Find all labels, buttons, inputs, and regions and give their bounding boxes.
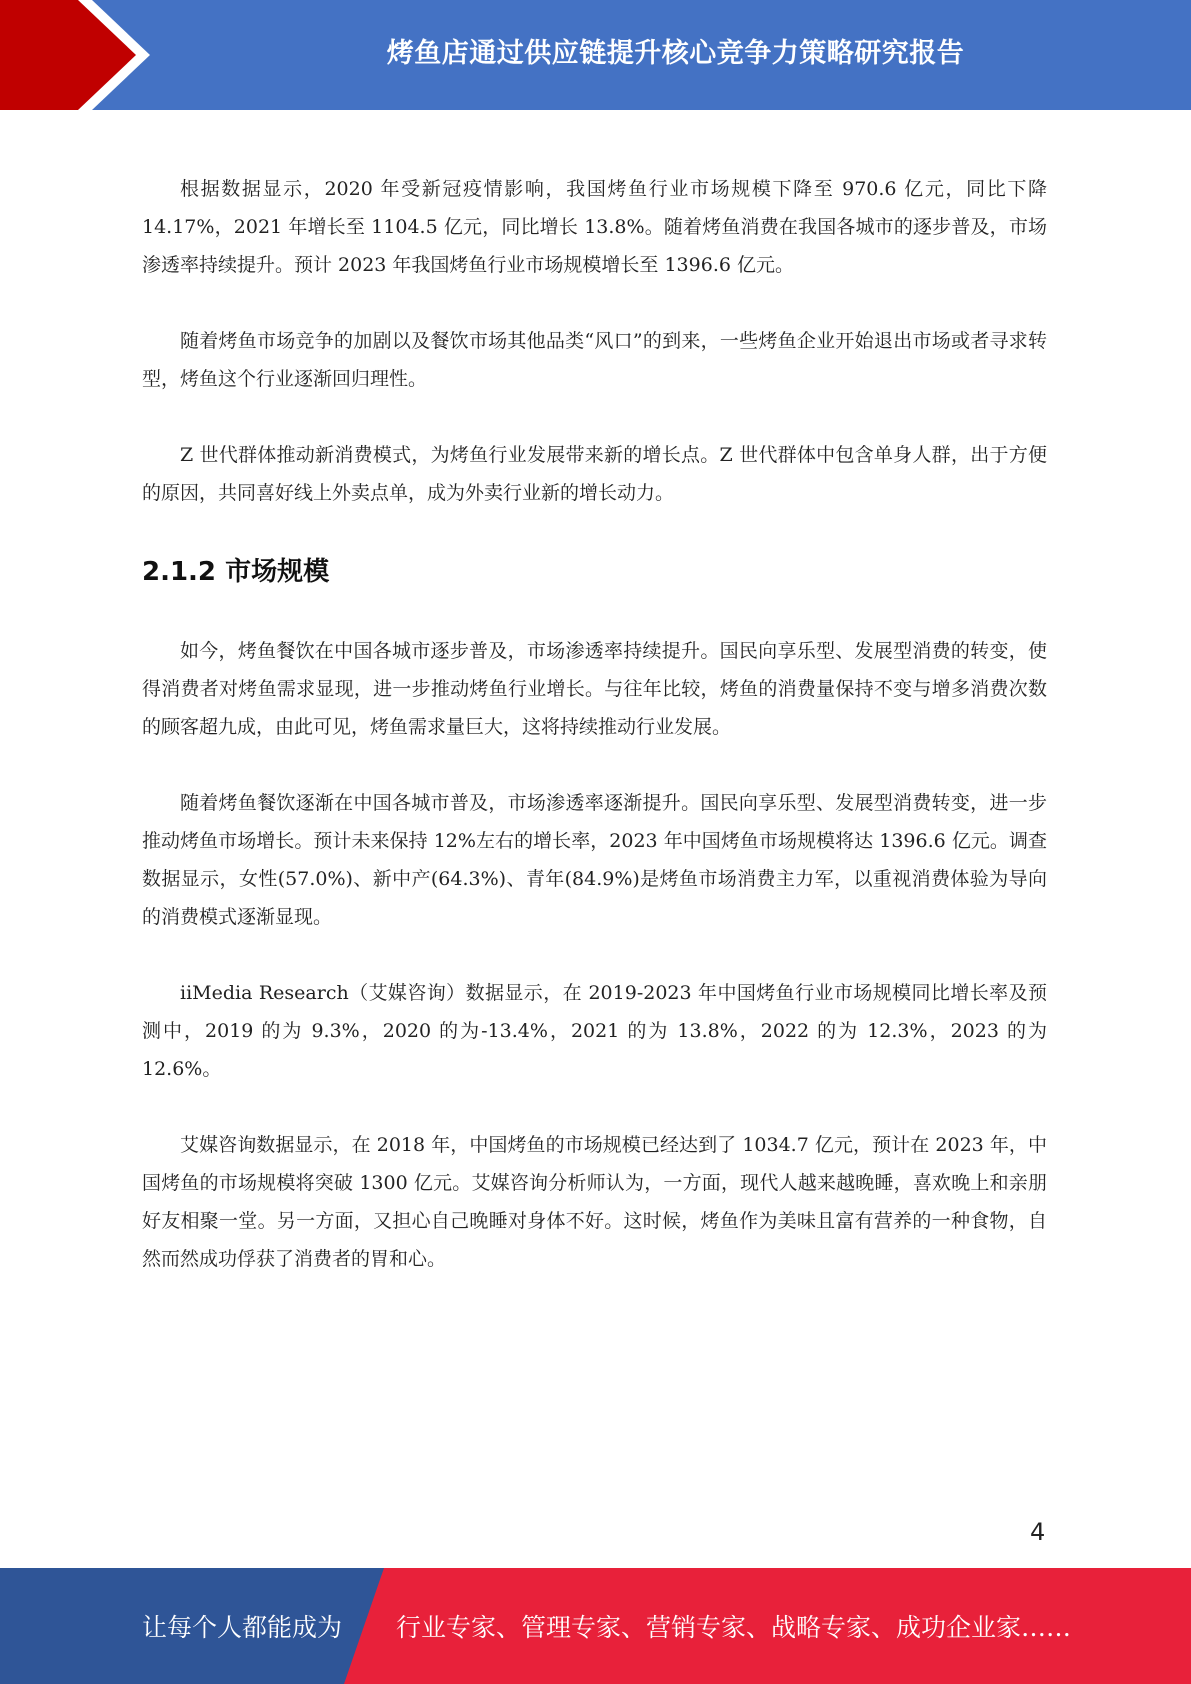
page-footer xyxy=(0,1568,1191,1684)
body-paragraph: 随着烤鱼餐饮逐渐在中国各城市普及，市场渗透率逐渐提升。国民向享乐型、发展型消费转变，进一步推动烤鱼市场增长。预计未来保持 12%左右的增长率，2023 年中国烤鱼市场规模将达 1396.6 亿元。调查数据显示，女性(57.0%)、新中产(64.3%)、青年(84.9%)是烤鱼市场消费主力军，以重视消费体验为导向的消费模式逐渐显现。 xyxy=(142,792,1047,928)
footer-slogan-left: 让每个人都能成为 xyxy=(142,1613,343,1642)
body-paragraph: 随着烤鱼市场竞争的加剧以及餐饮市场其他品类“风口”的到来，一些烤鱼企业开始退出市场或者寻求转型，烤鱼这个行业逐渐回归理性。 xyxy=(142,330,1047,390)
section-heading: 2.1.2 市场规模 xyxy=(142,557,330,587)
body-paragraph: iiMedia Research（艾媒咨询）数据显示，在 2019-2023 年中国烤鱼行业市场规模同比增长率及预测中，2019 的为 9.3%，2020 的为-13.4%，2021 的为 13.8%，2022 的为 12.3%，2023 的为 12.6%。 xyxy=(142,982,1047,1080)
report-title: 烤鱼店通过供应链提升核心竞争力策略研究报告 xyxy=(386,37,965,69)
body-paragraph: 根据数据显示，2020 年受新冠疫情影响，我国烤鱼行业市场规模下降至 970.6 亿元，同比下降 14.17%，2021 年增长至 1104.5 亿元，同比增长 13.8%。随着烤鱼消费在我国各城市的逐步普及，市场渗透率持续提升。预计 2023 年我国烤鱼行业市场规模增长至 1396.6 亿元。 xyxy=(142,178,1047,276)
page-body xyxy=(142,170,1047,1278)
page-header xyxy=(0,0,1191,110)
body-paragraph: 艾媒咨询数据显示，在 2018 年，中国烤鱼的市场规模已经达到了 1034.7 亿元，预计在 2023 年，中国烤鱼的市场规模将突破 1300 亿元。艾媒咨询分析师认为，一方面，现代人越来越晚睡，喜欢晚上和亲朋好友相聚一堂。另一方面，又担心自己晚睡对身体不好。这时候，烤鱼作为美味且富有营养的一种食物，自然而然成功俘获了消费者的胃和心。 xyxy=(142,1134,1047,1270)
body-paragraph: 如今，烤鱼餐饮在中国各城市逐步普及，市场渗透率持续提升。国民向享乐型、发展型消费的转变，使得消费者对烤鱼需求显现，进一步推动烤鱼行业增长。与往年比较，烤鱼的消费量保持不变与增多消费次数的顾客超九成，由此可见，烤鱼需求量巨大，这将持续推动行业发展。 xyxy=(142,640,1047,738)
body-paragraph: Z 世代群体推动新消费模式，为烤鱼行业发展带来新的增长点。Z 世代群体中包含单身人群，出于方便的原因，共同喜好线上外卖点单，成为外卖行业新的增长动力。 xyxy=(142,444,1047,504)
footer-slogan-right: 行业专家、管理专家、营销专家、战略专家、成功企业家…… xyxy=(396,1613,1072,1642)
page-number: 4 xyxy=(1030,1518,1046,1546)
